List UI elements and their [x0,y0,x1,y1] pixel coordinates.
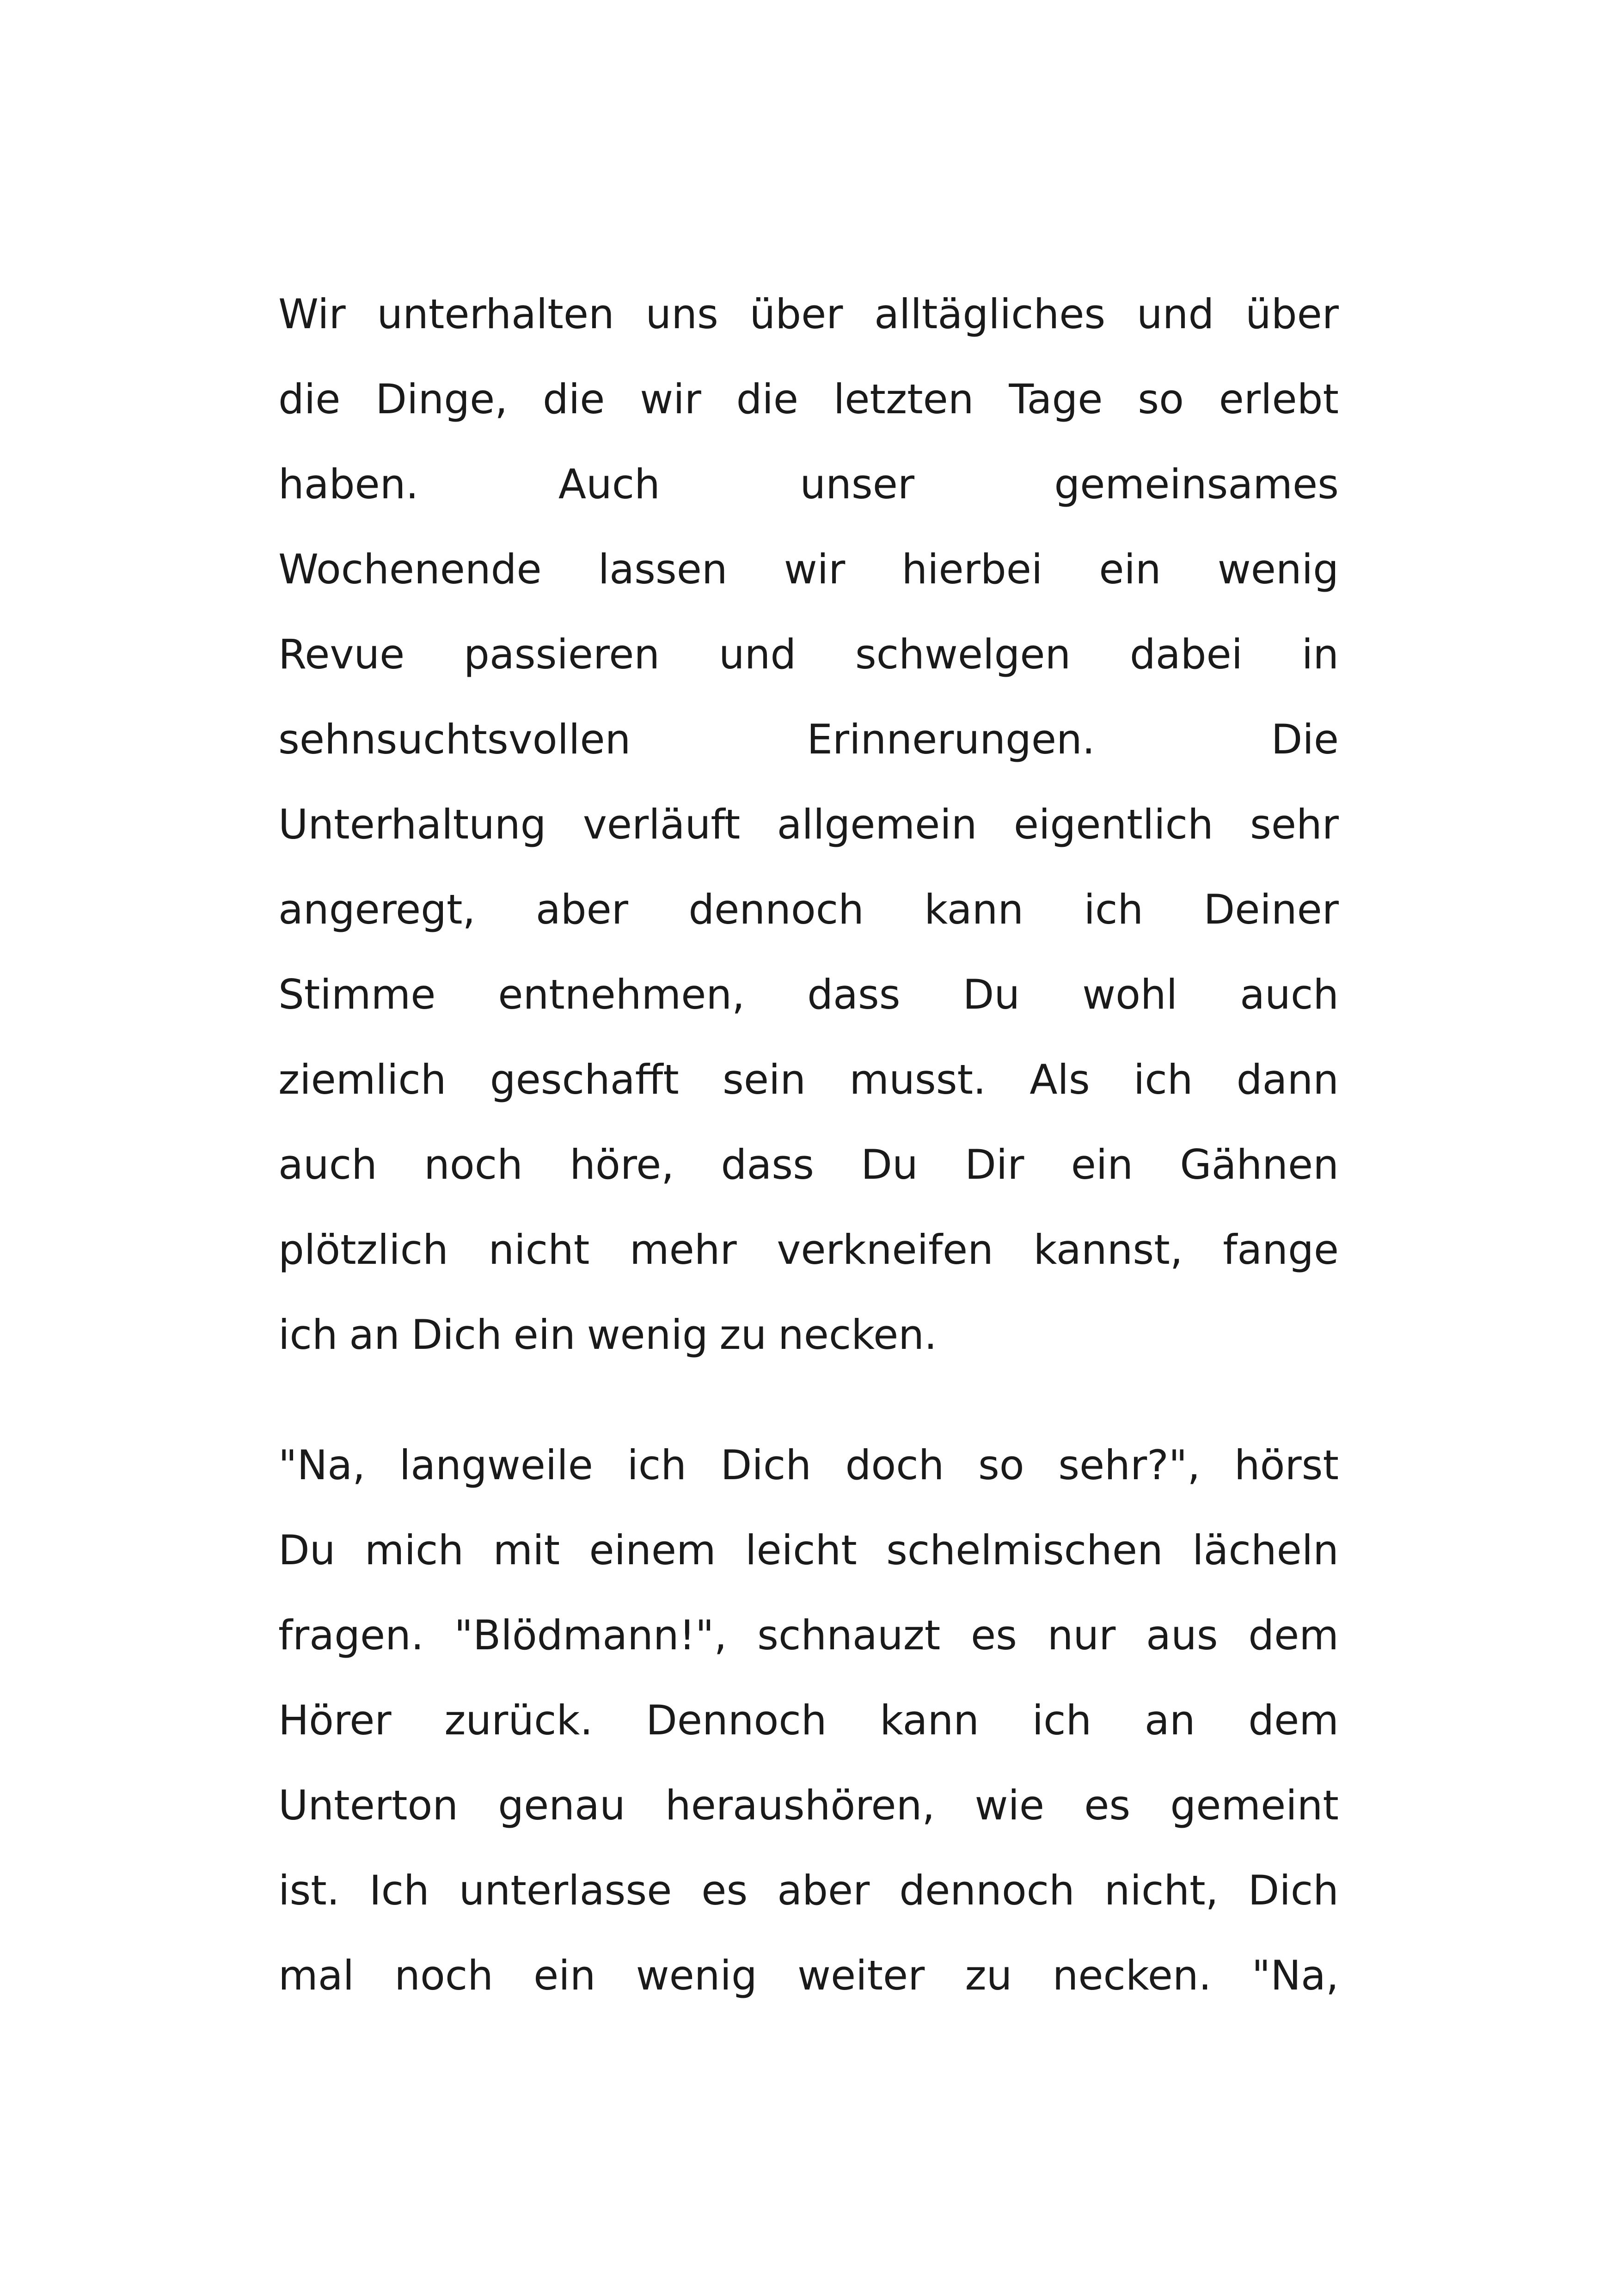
word: aber [777,1867,870,1914]
word: mehr [629,1226,737,1274]
word: in [1301,631,1339,678]
word: nicht [488,1226,590,1274]
word: dabei [1129,631,1243,678]
word: so [1138,375,1184,423]
text-line [278,1137,1339,1193]
word: wir [784,545,846,593]
word: wohl [1082,971,1178,1018]
word: haben. [278,460,419,508]
word: gemeinsames [1054,460,1339,508]
word: zurück. [444,1696,593,1744]
word: auch [278,1141,377,1188]
word: fragen. [278,1611,424,1659]
word: schwelgen [855,631,1071,678]
word: weiter [797,1952,925,1999]
word: es [1084,1782,1131,1829]
text-line [278,967,1339,1022]
word: die [278,375,341,423]
word: und [1136,290,1214,338]
word: necken. [778,1311,937,1359]
word: höre, [570,1141,674,1188]
word: unterhalten [377,290,614,338]
word: allgemein [777,801,977,848]
word: nicht, [1104,1867,1219,1914]
word: ich [278,1311,338,1359]
word: mit [493,1526,560,1574]
word: Dich [411,1311,502,1359]
text-line [278,287,1339,342]
word: sehr?", [1058,1441,1201,1489]
text-line [278,1948,1339,2003]
word: Du [278,1526,336,1574]
word: Revue [278,631,405,678]
word: Dinge, [375,375,508,423]
word: angeregt, [278,886,476,933]
word: eigentlich [1013,801,1214,848]
word: kann [924,886,1024,933]
word: Deiner [1203,886,1339,933]
word: ich [627,1441,687,1489]
text-line [278,712,1339,767]
word: dem [1248,1696,1339,1744]
word: necken. [1052,1952,1212,1999]
word: aus [1146,1611,1218,1659]
word: geschafft [490,1056,679,1103]
text-line [278,1863,1339,1918]
word: nur [1047,1611,1116,1659]
word: sehnsuchtsvollen [278,716,631,763]
word: mich [364,1526,464,1574]
word: die [736,375,799,423]
text-line [278,542,1339,597]
word: langweile [399,1441,593,1489]
word: hierbei [901,545,1043,593]
word: unterlasse [459,1867,672,1914]
word: uns [645,290,718,338]
word: auch [1240,971,1339,1018]
word: es [701,1867,748,1914]
word: plötzlich [278,1226,448,1274]
word: schnauzt [757,1611,941,1659]
text-line [278,1608,1339,1663]
word: wenig [636,1952,757,1999]
text-line [278,1222,1339,1278]
word: wir [640,375,701,423]
word: über [749,290,843,338]
word: Du [962,971,1020,1018]
text-line [278,457,1339,512]
word: dass [807,971,901,1018]
word: ist. [278,1867,340,1914]
word: Als [1030,1056,1090,1103]
word: an [1144,1696,1195,1744]
text-line [278,882,1339,937]
word: Dich [720,1441,811,1489]
word: "Na, [1251,1952,1339,1999]
word: kannst, [1033,1226,1183,1274]
word: "Blödmann!", [454,1611,727,1659]
word: dennoch [688,886,864,933]
word: wie [974,1782,1045,1829]
text-line [278,1307,1339,1363]
text-line [278,372,1339,427]
word: unser [800,460,915,508]
word: die [542,375,605,423]
word: kann [880,1696,980,1744]
word: ein [1099,545,1161,593]
word: passieren [463,631,660,678]
text-line [278,1052,1339,1108]
word: fange [1223,1226,1339,1274]
word: ich [1133,1056,1193,1103]
word: Unterton [278,1782,459,1829]
word: doch [845,1441,944,1489]
word: zu [719,1311,767,1359]
word: alltägliches [874,290,1106,338]
word: heraushören, [665,1782,935,1829]
word: musst. [849,1056,987,1103]
text-line [278,1778,1339,1833]
word: dennoch [899,1867,1075,1914]
word: Hörer [278,1696,392,1744]
text-line [278,627,1339,682]
word: es [970,1611,1017,1659]
word: dann [1236,1056,1339,1103]
word: zu [965,1952,1012,1999]
word: lächeln [1192,1526,1339,1574]
word: wenig [1217,545,1339,593]
word: noch [424,1141,523,1188]
word: ich [1084,886,1144,933]
word: Die [1271,716,1339,763]
word: Tage [1009,375,1103,423]
word: dass [721,1141,814,1188]
word: Auch [558,460,660,508]
text-line [278,1438,1339,1493]
word: mal [278,1952,355,1999]
word: so [978,1441,1024,1489]
word: ein [1071,1141,1134,1188]
text-line [278,1693,1339,1748]
word: aber [535,886,628,933]
word: und [718,631,797,678]
word: Ich [369,1867,429,1914]
text-line [278,1523,1339,1578]
word: verläuft [582,801,741,848]
word: lassen [598,545,728,593]
word: Dennoch [646,1696,827,1744]
word: Dich [1248,1867,1339,1914]
word: erlebt [1219,375,1339,423]
word: hörst [1234,1441,1339,1489]
word: an [349,1311,400,1359]
word: dem [1248,1611,1339,1659]
word: sehr [1250,801,1339,848]
word: einem [589,1526,716,1574]
word: ziemlich [278,1056,447,1103]
word: genau [498,1782,625,1829]
word: Erinnerungen. [807,716,1095,763]
word: gemeint [1170,1782,1339,1829]
word: Du [861,1141,918,1188]
word: entnehmen, [498,971,745,1018]
word: Wochenende [278,545,542,593]
word: leicht [745,1526,857,1574]
word: letzten [833,375,974,423]
word: noch [394,1952,494,1999]
word: sein [722,1056,806,1103]
word: verkneifen [777,1226,993,1274]
word: wenig [587,1311,708,1359]
word: Wir [278,290,346,338]
word: über [1245,290,1339,338]
word: schelmischen [886,1526,1163,1574]
word: ein [533,1952,596,1999]
word: "Na, [278,1441,366,1489]
word: ich [1032,1696,1092,1744]
word: Unterhaltung [278,801,546,848]
word: Dir [965,1141,1024,1188]
text-line [278,797,1339,852]
word: Gähnen [1180,1141,1339,1188]
word: ein [513,1311,576,1359]
word: Stimme [278,971,436,1018]
